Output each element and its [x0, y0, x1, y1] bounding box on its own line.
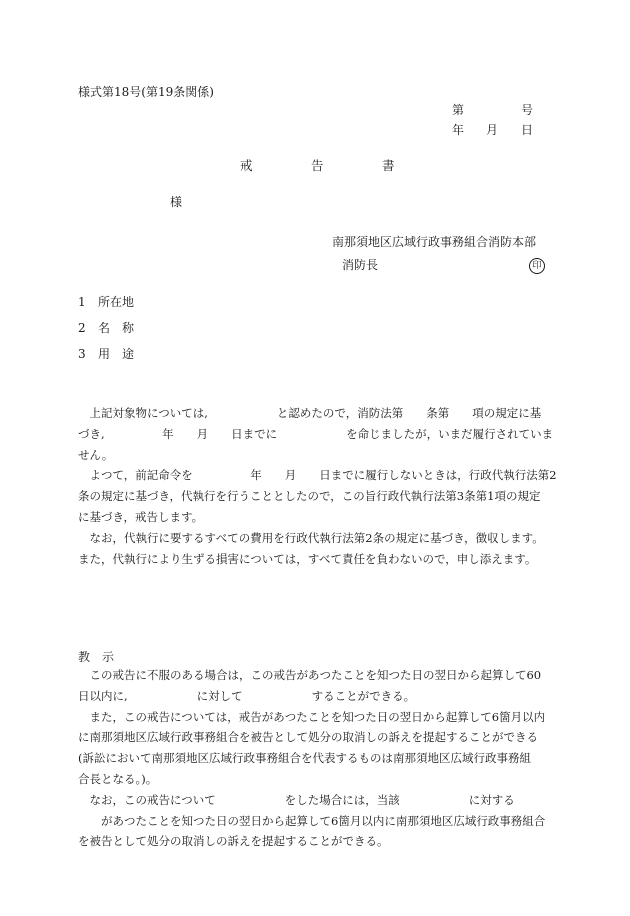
body-line: よつて，前記命令を 年 月 日までに履行しないときは，行政代執行法第2 — [78, 468, 557, 483]
issuer-organization: 南那須地区広域行政事務組合消防本部 — [332, 235, 537, 249]
item-number: 3 — [78, 347, 86, 361]
item-location — [78, 296, 134, 308]
body-text — [78, 403, 568, 569]
instruction-text — [78, 665, 568, 852]
body-line: 上記対象物については, と認めたので，消防法第 条第 項の規定に基 — [78, 406, 542, 420]
instruction-line: があつたことを知つた日の翌日から起算して6箇月以内に南那須地区広域行政事務組合 — [78, 813, 546, 828]
title-char-1: 戒 — [240, 158, 253, 173]
date-month: 月 — [486, 123, 499, 137]
issuer-position: 消防長 — [342, 258, 379, 272]
instruction-line: 日以内に, に対して することができる。 — [78, 688, 416, 703]
date-year: 年 — [452, 123, 465, 137]
item-label: 名 称 — [98, 321, 135, 335]
body-line: づき, 年 月 日までに を命じましたが，いまだ履行されていま — [78, 426, 554, 441]
title-char-3: 書 — [382, 158, 395, 173]
instruction-line: 合長となる。)。 — [78, 771, 158, 786]
item-number: 2 — [78, 321, 86, 335]
item-label: 用 途 — [98, 347, 135, 361]
seal-mark: 印 — [529, 258, 545, 274]
doc-number-dai: 第 — [452, 103, 465, 117]
instruction-line: また，この戒告については，戒告があつたことを知つた日の翌日から起算して6箇月以内 — [78, 709, 546, 724]
instruction-heading: 教 示 — [78, 650, 115, 664]
body-line: また，代執行により生ずる損害については，すべて責任を負わないので，申し添えます。 — [78, 551, 537, 566]
item-number: 1 — [78, 295, 86, 309]
instruction-line: なお，この戒告について をした場合には，当該 に対する — [78, 792, 515, 807]
instruction-line: を被告として処分の取消しの訴えを提起することができる。 — [78, 834, 389, 849]
doc-number-go: 号 — [521, 103, 534, 117]
form-number: 様式第18号(第19条関係) — [78, 85, 214, 99]
body-line: せん。 — [78, 447, 114, 462]
item-label: 所在地 — [98, 295, 135, 309]
body-line: なお，代執行に要するすべての費用を行政代執行法第2条の規定に基づき，徴収します。 — [78, 530, 544, 545]
item-use — [78, 348, 134, 360]
item-name — [78, 322, 134, 334]
instruction-line: (訴訟において南那須地区広域行政事務組合を代表するものは南那須地区広域行政事務組 — [78, 751, 531, 766]
title-char-2: 告 — [311, 158, 324, 173]
instruction-line: この戒告に不服のある場合は，この戒告があつたことを知つた日の翌日から起算して60 — [78, 668, 542, 682]
addressee-suffix: 様 — [170, 195, 183, 209]
body-line: 条の規定に基づき，代執行を行うこととしたので，この旨行政代執行法第3条第1項の規定 — [78, 489, 541, 504]
instruction-line: に南那須地区広域行政事務組合を被告として処分の取消しの訴えを提起することができる — [78, 730, 538, 745]
body-line: に基づき，戒告します。 — [78, 509, 204, 524]
date-day: 日 — [521, 123, 534, 137]
